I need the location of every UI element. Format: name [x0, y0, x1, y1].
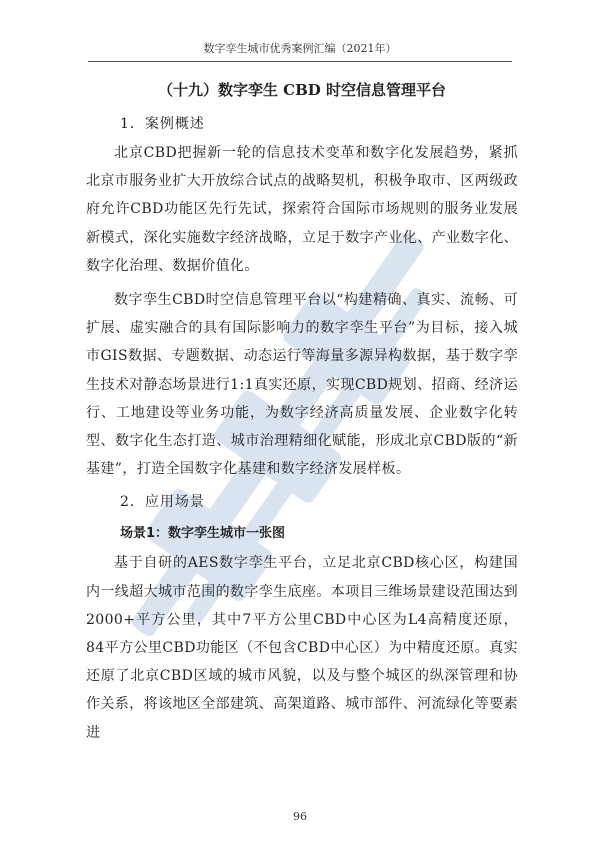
paragraph-overview-2: 数字孪生CBD时空信息管理平台以“构建精确、真实、流畅、可扩展、虚实融合的具有国际影响力的数字孪生平台”为目标，接入城市GIS数据、专题数据、动态运行等海量多源异构数据，基于数字孪生技术对静态场景进行1:1真实还原，实现CBD规划、招商、经济运行、工地建设等业务功能，为数字经济高质量发展、企业数字化转型、数字化生态打造、城市治理精细化赋能，形成北京CBD版的“新基建”，打造全国数字化基建和数字经济发展样板。 [86, 292, 518, 478]
scenario-heading-1: 场景1：数字孪生城市一张图 [120, 526, 286, 542]
paragraph-scenario-1: 基于自研的AES数字孪生平台，立足北京CBD核心区，构建国内一线超大城市范围的数字孪生底座。本项目三维场景建设范围达到2000+平方公里，其中7平方公里CBD中心区为L4高精度还原，84平方公里CBD功能区（不包含CBD中心区）为中精度还原。真实还原了北京CBD区域的城市风貌，以及与整个城区的纵深管理和协作关系，将该地区全部建筑、高架道路、城市部件、河流绿化等要素进 [86, 555, 518, 741]
case-title: （十九）数字孪生 CBD 时空信息管理平台 [157, 81, 447, 99]
document-body [86, 75, 518, 747]
section-heading-scenarios: 2．应用场景 [120, 494, 205, 511]
page-number: 96 [293, 810, 307, 823]
header-divider [88, 61, 512, 62]
running-header: 数字孪生城市优秀案例汇编（2021年） [203, 42, 397, 55]
section-heading-overview: 1．案例概述 [120, 116, 205, 132]
paragraph-overview-1: 北京CBD把握新一轮的信息技术变革和数字化发展趋势，紧抓北京市服务业扩大开放综合试点的战略契机，积极争取市、区两级政府允许CBD功能区先行先试，探索符合国际市场规则的服务业发展新模式，深化实施数字经济战略，立足于数字产业化、产业数字化、数字化治理、数据价值化。 [86, 145, 518, 274]
